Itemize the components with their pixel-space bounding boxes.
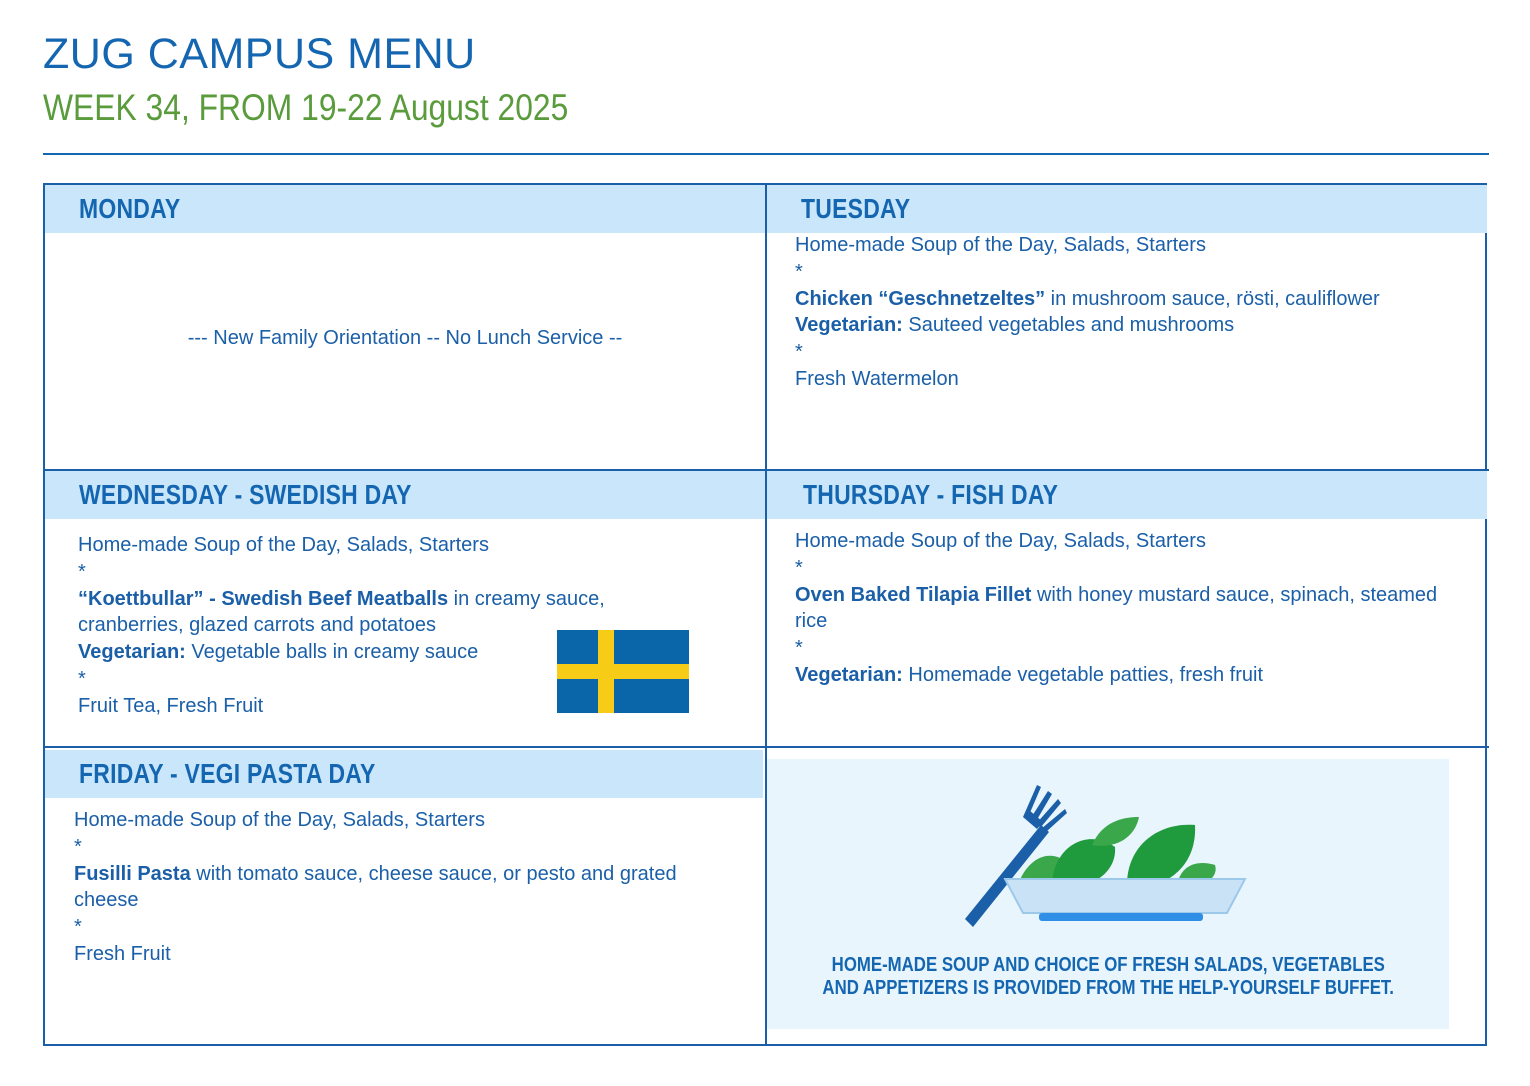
thursday-separator-1: *: [795, 556, 803, 579]
tuesday-vegetarian: [795, 312, 1455, 339]
thursday-vegetarian: [795, 662, 1455, 689]
tuesday-main-dish: Chicken “Geschnetzeltes”: [795, 287, 1046, 310]
grid-row-divider-2: [43, 746, 1489, 748]
thursday-label: THURSDAY - FISH DAY: [803, 479, 1059, 510]
tuesday-main: [795, 286, 1455, 313]
wednesday-veg-label: Vegetarian:: [78, 641, 186, 664]
buffet-info-panel: [767, 759, 1449, 1029]
swedish-flag-icon: [557, 630, 689, 713]
tuesday-menu: [795, 232, 1455, 393]
header-divider: [43, 153, 1489, 155]
wednesday-separator-2: *: [78, 667, 86, 690]
friday-menu: [74, 807, 714, 968]
wednesday-separator-1: *: [78, 560, 86, 583]
thursday-header: [767, 471, 1487, 519]
friday-header: [45, 750, 763, 798]
wednesday-header: [45, 471, 765, 519]
buffet-caption-line-2: AND APPETIZERS IS PROVIDED FROM THE HELP-YOURSELF BUFFET.: [822, 977, 1394, 999]
wednesday-veg-dish: Vegetable balls in creamy sauce: [185, 641, 479, 664]
friday-main: [74, 861, 714, 915]
thursday-veg-label: Vegetarian:: [795, 663, 903, 686]
tuesday-separator-1: *: [795, 260, 803, 283]
tuesday-veg-dish: Sauteed vegetables and mushrooms: [902, 314, 1235, 337]
wednesday-dessert: Fruit Tea, Fresh Fruit: [78, 694, 264, 717]
monday-header: [45, 185, 765, 233]
friday-soup: Home-made Soup of the Day, Salads, Starters: [74, 809, 485, 831]
thursday-main-sides: with honey mustard sauce, spinach, steamed rice: [795, 583, 1438, 633]
tuesday-label: TUESDAY: [801, 193, 911, 224]
week-subtitle: WEEK 34, FROM 19-22 August 2025: [43, 87, 569, 128]
thursday-separator-2: *: [795, 637, 803, 660]
tuesday-separator-2: *: [795, 341, 803, 364]
wednesday-main-dish: “Koettbullar” - Swedish Beef Meatballs: [78, 587, 449, 610]
wednesday-label: WEDNESDAY - SWEDISH DAY: [79, 479, 412, 510]
friday-main-dish: Fusilli Pasta: [74, 862, 191, 885]
friday-separator-2: *: [74, 916, 82, 939]
buffet-caption-line-1: HOME-MADE SOUP AND CHOICE OF FRESH SALADS, VEGETABLES: [831, 954, 1385, 976]
tuesday-dessert: Fresh Watermelon: [795, 367, 959, 390]
tuesday-header: [767, 185, 1487, 233]
thursday-main: [795, 582, 1455, 636]
thursday-veg-dish: Homemade vegetable patties, fresh fruit: [902, 663, 1264, 686]
tuesday-veg-label: Vegetarian:: [795, 314, 903, 337]
tuesday-soup: Home-made Soup of the Day, Salads, Starters: [795, 234, 1206, 256]
salad-bowl-fork-icon: [957, 777, 1257, 927]
friday-label: FRIDAY - VEGI PASTA DAY: [79, 758, 376, 789]
wednesday-main-sides: in creamy sauce, cranberries, glazed carrots and potatoes: [78, 587, 605, 637]
friday-dessert: Fresh Fruit: [74, 942, 171, 965]
friday-separator-1: *: [74, 835, 82, 858]
tuesday-main-sides: in mushroom sauce, rösti, cauliflower: [1045, 287, 1380, 310]
buffet-caption: [767, 954, 1449, 1000]
page-title: ZUG CAMPUS MENU: [43, 30, 476, 78]
friday-main-sides: with tomato sauce, cheese sauce, or pesto and grated cheese: [74, 862, 677, 912]
monday-note: --- New Family Orientation -- No Lunch Service --: [187, 327, 623, 349]
thursday-soup: Home-made Soup of the Day, Salads, Starters: [795, 530, 1206, 552]
wednesday-soup: Home-made Soup of the Day, Salads, Starters: [78, 534, 489, 556]
thursday-menu: [795, 528, 1455, 689]
monday-label: MONDAY: [79, 193, 181, 224]
thursday-main-dish: Oven Baked Tilapia Fillet: [795, 583, 1032, 606]
